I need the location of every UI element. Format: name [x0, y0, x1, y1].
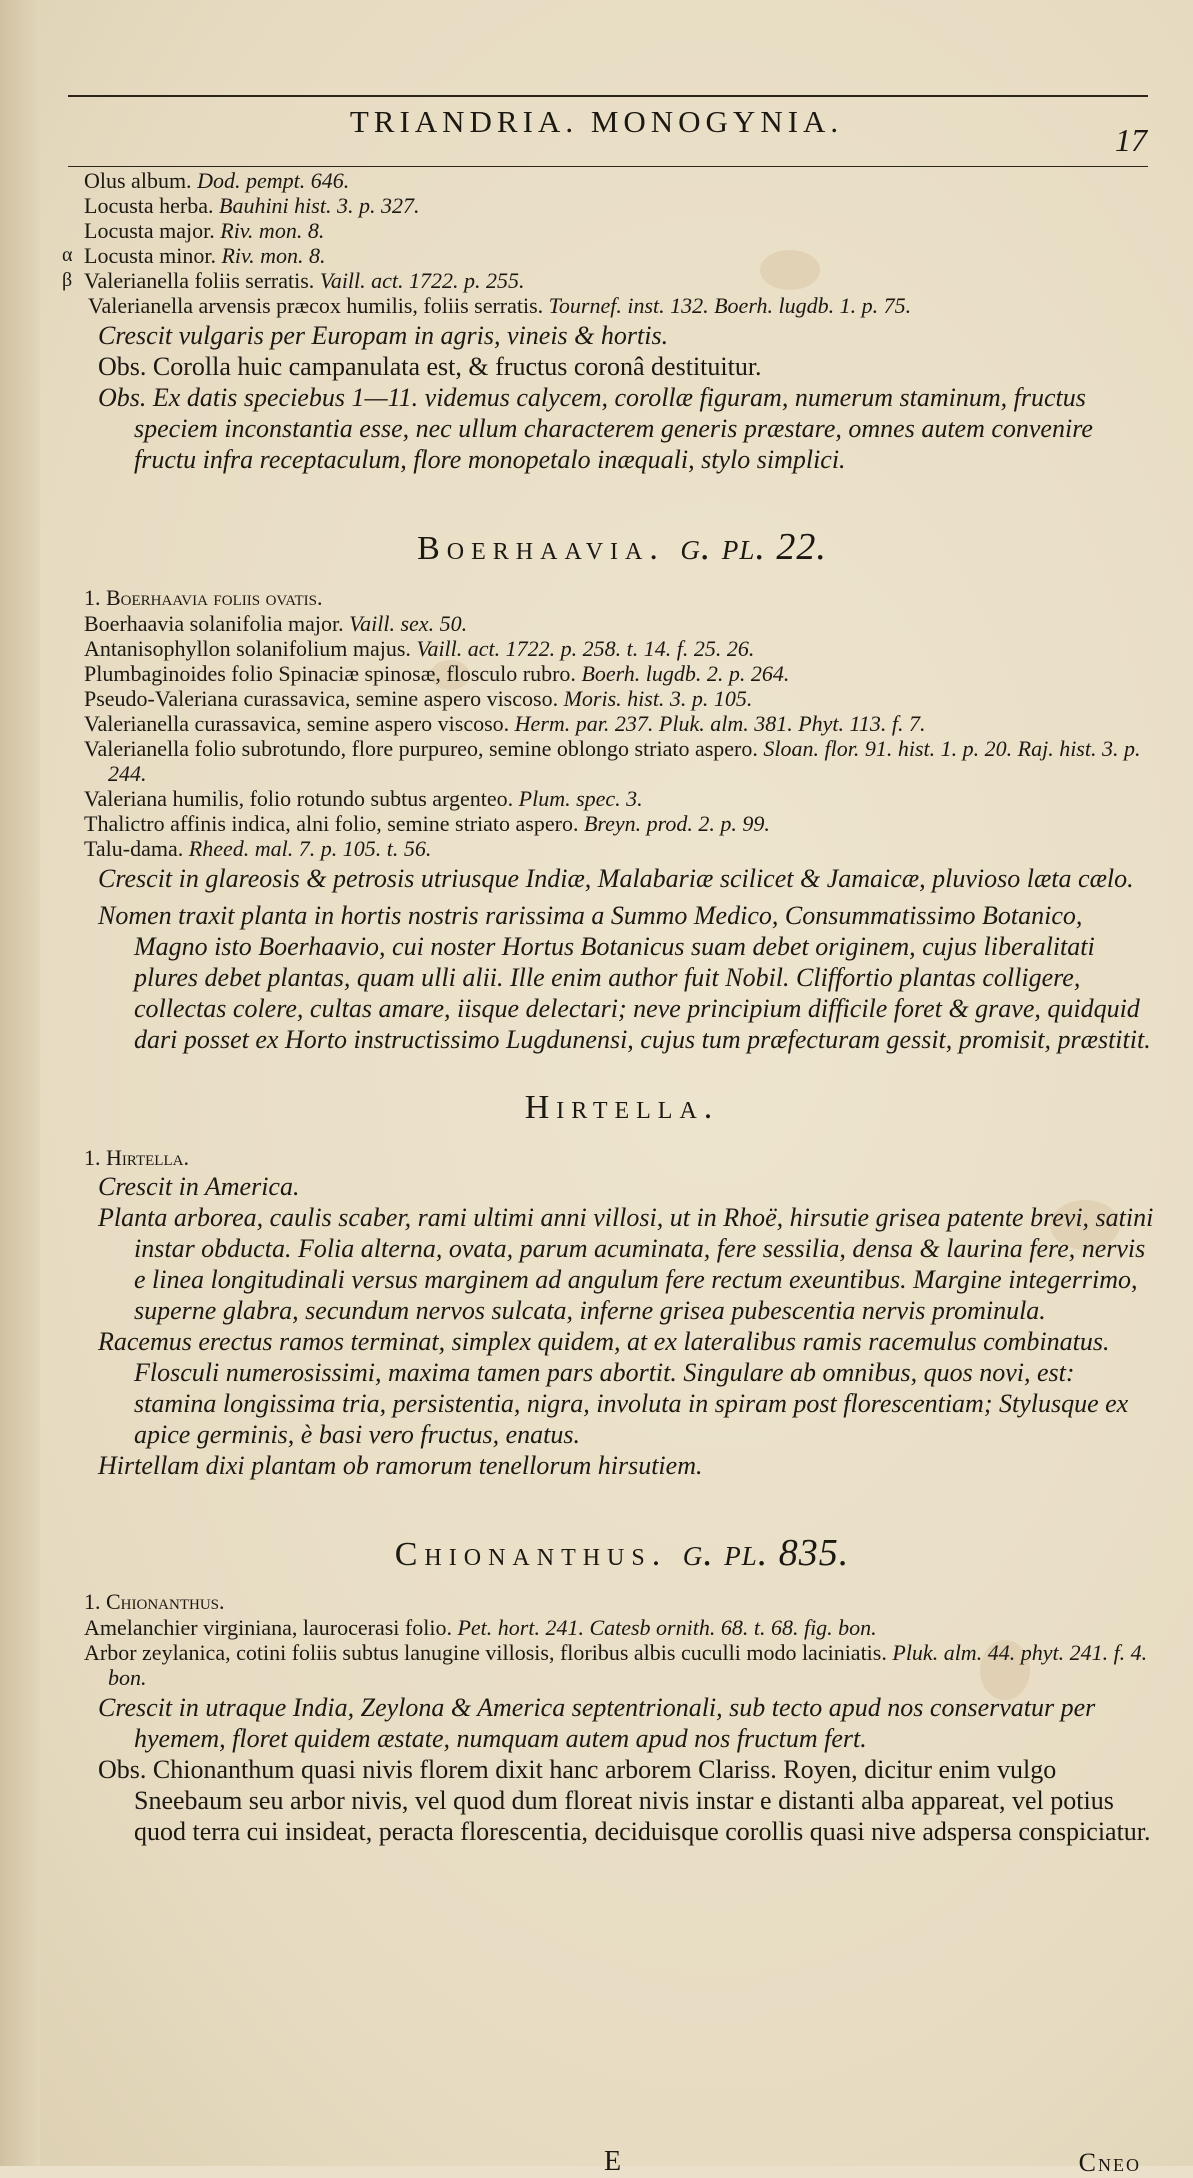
- beta-marker: β: [62, 269, 73, 291]
- olus-crescit: Crescit vulgaris per Europam in agris, vineis & hortis.: [98, 321, 669, 350]
- signature-mark: E: [604, 2146, 622, 2177]
- page-content: [62, 168, 1160, 1847]
- olus-observation-2: Obs. Ex datis speciebus 1—11. videmus calycem, corollæ figuram, numerum staminum, fructus speciem inconstantia esse, nec ullum characterem generis præstare, omnes autem convenire fructu infra receptaculum, flore monopetalo inæquali, stylo simplici.: [98, 383, 1093, 474]
- synonym-line: Valeriana humilis, folio rotundo subtus argenteo. Plum. spec. 3.: [84, 786, 643, 811]
- boerhaavia-crescit: Crescit in glareosis & petrosis utriusque Indiæ, Malabariæ scilicet & Jamaicæ, pluvioso læta cælo.: [98, 864, 1134, 893]
- section-title-boerhaavia: Boerhaavia. g. pl. 22.: [417, 526, 827, 568]
- catchword: Cneo: [1078, 2148, 1141, 2177]
- boerhaavia-nomen: Nomen traxit planta in hortis nostris rarissima a Summo Medico, Consummatissimo Botanico, Magno isto Boerhaavio, cui noster Hortus Botanicus suam debet originem, cujus liberalitati plures debet plantas, quam ulli alii. Ille enim author fuit Nobil. Cliffortio plantas colligere, collectas colere, cultas amare, iisque delectari; neve principium difficile foret & grave, quidquid dari posset ex Horto instructissimo Lugdunensi, cujus tum præfecturam gessit, promisit, præstitit.: [98, 901, 1151, 1054]
- synonym-line: Olus album. Dod. pempt. 646.: [84, 168, 350, 193]
- olus-observation-1: Obs. Corolla huic campanulata est, & fructus coronâ destituitur.: [98, 352, 762, 381]
- chionanthus-observation: Obs. Chionanthum quasi nivis florem dixit hanc arborem Clariss. Royen, dicitur enim vulgo Sneebaum seu arbor nivis, vel quod dum floreat nivis instar e distanti alba appareat, vel potius quod terra cui insideat, peracta florescentia, deciduisque corollis quasi nive adspersa conspiciatur.: [98, 1755, 1151, 1846]
- section-title-chionanthus: Chionanthus. g. pl. 835.: [394, 1532, 850, 1574]
- synonym-line: Valerianella curassavica, semine aspero viscoso. Herm. par. 237. Pluk. alm. 381. Phyt. 113. f. 7.: [84, 711, 926, 736]
- hirtella-species-heading: 1. Hirtella.: [84, 1145, 189, 1170]
- chionanthus-crescit: Crescit in utraque India, Zeylona & America septentrionali, sub tecto apud nos conservatur per hyemem, floret quidem æstate, numquam autem apud nos fructum fert.: [98, 1693, 1096, 1753]
- synonym-line: Thalictro affinis indica, alni folio, semine striato aspero. Breyn. prod. 2. p. 99.: [84, 811, 770, 836]
- synonym-line: Amelanchier virginiana, laurocerasi folio. Pet. hort. 241. Catesb ornith. 68. t. 68. fig. bon.: [84, 1615, 877, 1640]
- synonym-line: Plumbaginoides folio Spinaciæ spinosæ, flosculo rubro. Boerh. lugdb. 2. p. 264.: [84, 661, 790, 686]
- running-head: TRIANDRIA. MONOGYNIA.: [349, 104, 844, 139]
- header-rule-bottom: [68, 166, 1148, 167]
- hirtella-naming: Hirtellam dixi plantam ob ramorum tenellorum hirsutiem.: [98, 1451, 703, 1480]
- chionanthus-species-heading: 1. Chionanthus.: [84, 1589, 225, 1614]
- hirtella-crescit: Crescit in America.: [98, 1172, 300, 1201]
- alpha-marker: α: [62, 244, 73, 266]
- section-title-hirtella: Hirtella.: [524, 1089, 720, 1126]
- header-rule-top: [68, 95, 1148, 97]
- synonym-line: Arbor zeylanica, cotini foliis subtus lanugine villosis, floribus albis cuculli modo laciniatis. Pluk. alm. 44. phyt. 241. f. 4. bon.: [84, 1640, 1148, 1690]
- page-gutter: [0, 0, 40, 2166]
- boerhaavia-species-heading: 1. Boerhaavia foliis ovatis.: [84, 585, 323, 610]
- hirtella-description: Planta arborea, caulis scaber, rami ultimi anni villosi, ut in Rhoë, hirsutie grisea patente brevi, satini instar obducta. Folia alterna, ovata, parum acuminata, fere sessilia, densa & laurina fere, nervis e linea longitudinali versus marginem ad angulum fere rectum exeuntibus. Margine integerrimo, superne glabra, secundum nervos sulcata, inferne grisea pubescentia nervis prominula.: [98, 1203, 1154, 1325]
- synonym-line: α Locusta minor. Riv. mon. 8.: [62, 243, 326, 268]
- synonym-line: Valerianella folio subrotundo, flore purpureo, semine oblongo striato aspero. Sloan. flor. 91. hist. 1. p. 20. Raj. hist. 3. p. 244.: [84, 736, 1141, 786]
- synonym-line: Antanisophyllon solanifolium majus. Vaill. act. 1722. p. 258. t. 14. f. 25. 26.: [84, 636, 755, 661]
- boerhaavia-synonyms: [84, 611, 1160, 861]
- synonym-line: Valerianella arvensis præcox humilis, foliis serratis. Tournef. inst. 132. Boerh. lugdb. 1. p. 75.: [88, 293, 912, 318]
- chionanthus-synonyms: [84, 1615, 1160, 1690]
- synonym-line: Talu-dama. Rheed. mal. 7. p. 105. t. 56.: [84, 836, 432, 861]
- synonym-line: Locusta major. Riv. mon. 8.: [84, 218, 325, 243]
- synonym-line: Pseudo-Valeriana curassavica, semine aspero viscoso. Moris. hist. 3. p. 105.: [84, 686, 753, 711]
- synonym-line: Boerhaavia solanifolia major. Vaill. sex. 50.: [84, 611, 468, 636]
- synonym-line: Locusta herba. Bauhini hist. 3. p. 327.: [84, 193, 420, 218]
- page-number: 17: [1115, 122, 1147, 158]
- synonym-line: β Valerianella foliis serratis. Vaill. act. 1722. p. 255.: [62, 268, 525, 293]
- hirtella-racemus: Racemus erectus ramos terminat, simplex quidem, at ex lateralibus ramis racemulus combinatus. Flosculi numerosissimi, maxima tamen pars abortit. Singulare ab omnibus, quos novi, est: stamina longissima tria, persistentia, nigra, involuta in spiram post florescentiam; Stylusque ex apice germinis, è basi vero fructus, enatus.: [98, 1327, 1129, 1449]
- olus-synonyms: [62, 168, 1160, 318]
